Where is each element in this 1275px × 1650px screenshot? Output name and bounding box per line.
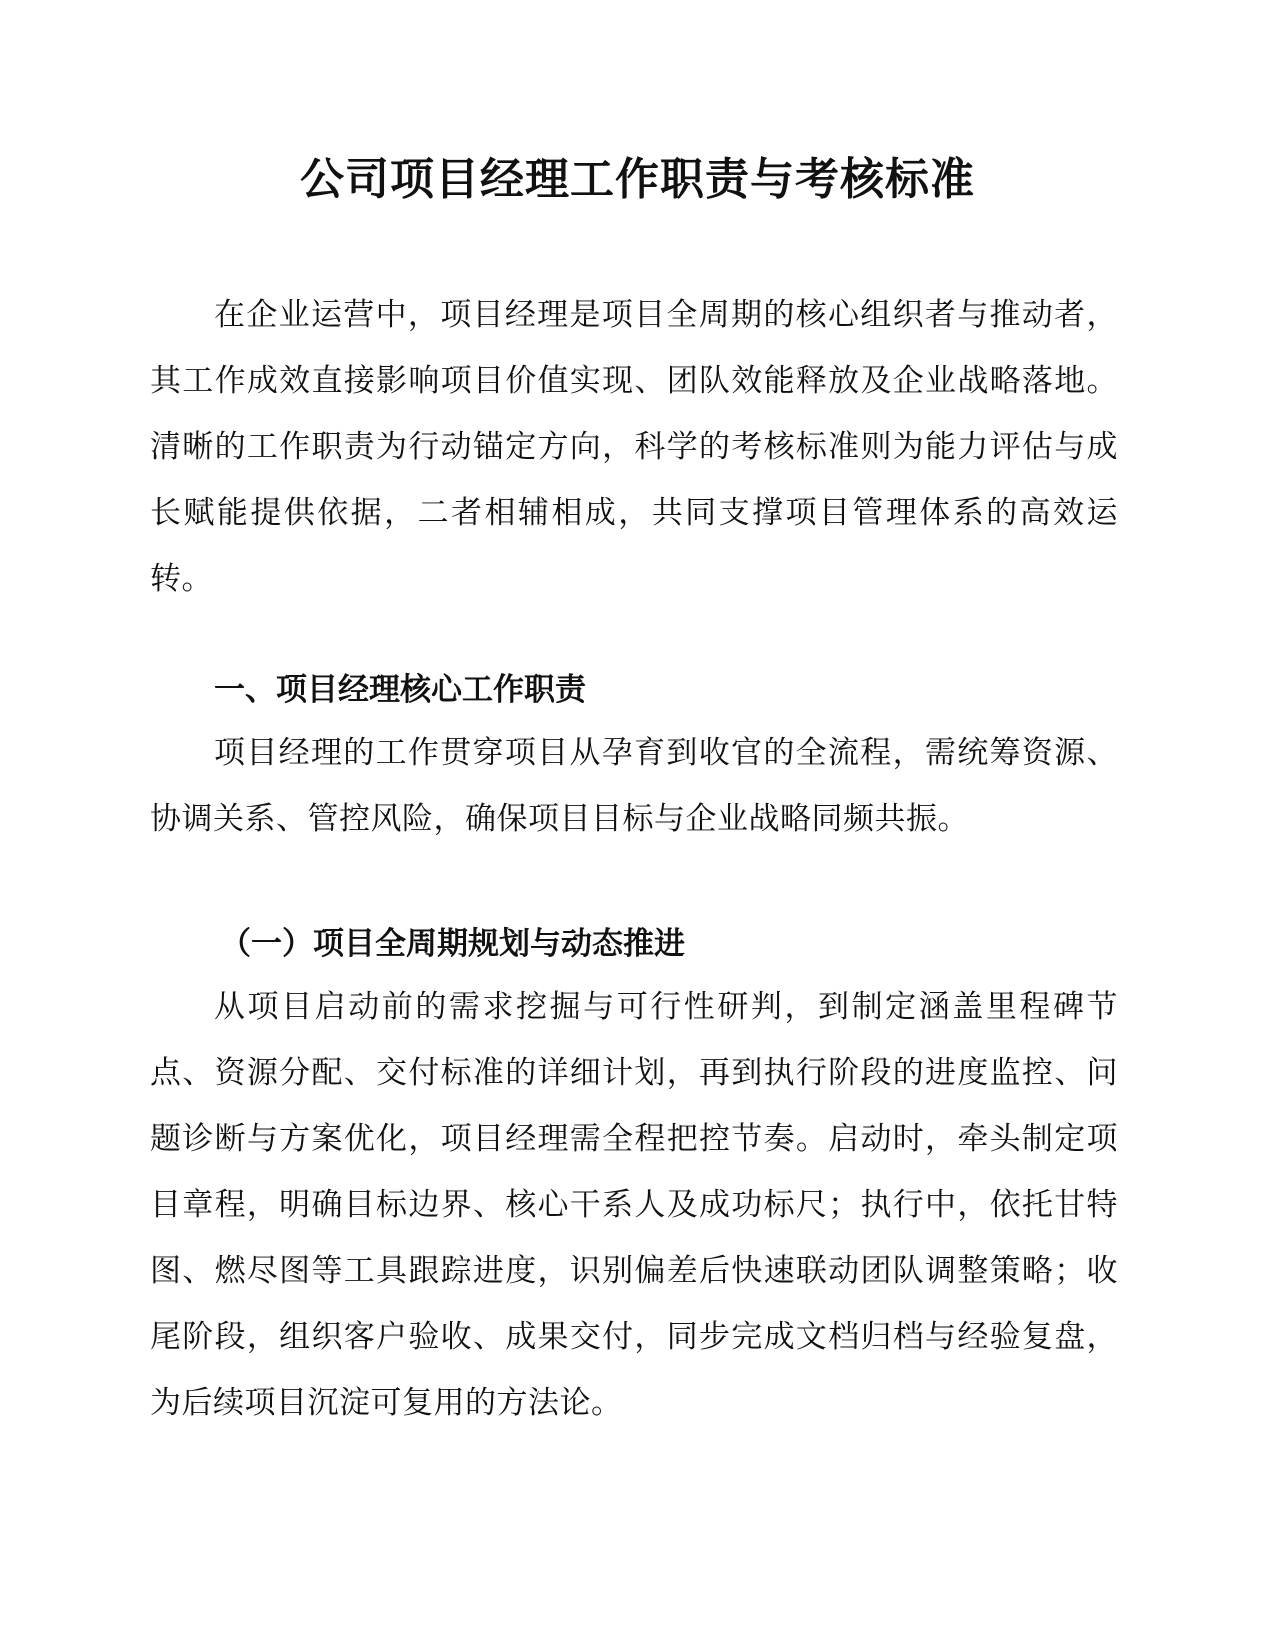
subsection-paragraph: 从项目启动前的需求挖掘与可行性研判，到制定涵盖里程碑节点、资源分配、交付标准的详细计划，再到执行阶段的进度监控、问题诊断与方案优化，项目经理需全程把控节奏。启动时，牵头制定项目章程，明确目标边界、核心干系人及成功标尺；执行中，依托甘特图、燃尽图等工具跟踪进度，识别偏差后快速联动团队调整策略；收尾阶段，组织客户验收、成果交付，同步完成文档归档与经验复盘，为后续项目沉淀可复用的方法论。	[150, 989, 1118, 1421]
document-title: 公司项目经理工作职责与考核标准	[300, 154, 975, 205]
section-paragraph: 项目经理的工作贯穿项目从孕育到收官的全流程，需统筹资源、协调关系、管控风险，确保项目目标与企业战略同频共振。	[150, 735, 1118, 837]
subsection-heading: （一）项目全周期规划与动态推进	[220, 926, 685, 962]
section-heading: 一、项目经理核心工作职责	[214, 672, 586, 708]
intro-paragraph: 在企业运营中，项目经理是项目全周期的核心组织者与推动者，其工作成效直接影响项目价值实现、团队效能释放及企业战略落地。清晰的工作职责为行动锚定方向，科学的考核标准则为能力评估与成长赋能提供依据，二者相辅相成，共同支撑项目管理体系的高效运转。	[150, 297, 1118, 597]
